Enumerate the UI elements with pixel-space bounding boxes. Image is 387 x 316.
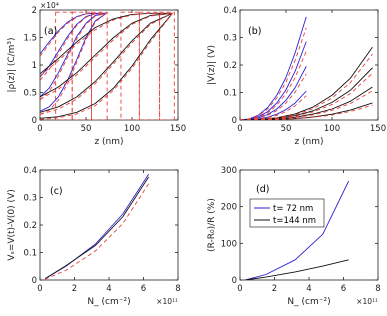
x-tick-label: 4: [106, 284, 112, 294]
y-tick-label: 0.1: [23, 248, 37, 259]
highlight-box: [121, 12, 139, 120]
y-tick-label: 200: [220, 202, 237, 213]
y-tick-label: 0: [231, 116, 237, 126]
x-tick-label: 100: [323, 124, 341, 134]
y-tick-label: 100: [220, 239, 237, 250]
x-axis-title: N_ (cm⁻²): [287, 297, 331, 307]
series-line: [245, 260, 349, 280]
y-tick-label: 0.1: [223, 88, 237, 99]
series-line: [240, 87, 372, 120]
x-tick-label: 0: [237, 124, 243, 134]
series-line: [245, 181, 349, 280]
legend: [250, 199, 324, 227]
panel-label: (a): [44, 26, 58, 37]
x-tick-label: 50: [80, 124, 92, 134]
legend-label: t=144 nm: [273, 216, 317, 226]
y-tick-label: 0.3: [23, 193, 37, 204]
x-exponent-label: ×10¹¹: [156, 297, 178, 306]
series-line: [40, 13, 172, 97]
y-tick-label: 0.4: [23, 166, 37, 176]
series-line: [40, 13, 172, 112]
x-tick-label: 8: [375, 284, 381, 294]
x-tick-label: 6: [340, 284, 347, 294]
y-tick-label: 2: [31, 6, 37, 16]
x-tick-label: 0: [237, 284, 243, 294]
x-tick-label: 150: [369, 124, 387, 134]
x-axis-title: z (nm): [294, 137, 324, 147]
y-tick-label: 0.4: [223, 6, 237, 16]
y-tick-label: 0.2: [223, 61, 237, 71]
y-tick-label: 300: [220, 166, 237, 176]
series-line: [40, 13, 172, 114]
y-tick-label: 0: [31, 276, 37, 286]
panel-label: (b): [248, 26, 262, 37]
y-tick-label: 0: [231, 276, 237, 286]
panel-a: [7, 1, 186, 147]
y-tick-label: 0.5: [23, 88, 37, 99]
x-tick-label: 150: [169, 124, 187, 134]
y-exponent-label: ×10⁴: [40, 1, 59, 10]
panel-c: [7, 166, 181, 307]
x-tick-label: 0: [37, 284, 43, 294]
data-area-a: [40, 12, 174, 120]
y-tick-label: 0.2: [23, 221, 37, 231]
y-axis-title: |ρ(z)| (C/m³): [7, 37, 17, 93]
panel-label: (d): [256, 184, 270, 195]
x-tick-label: 50: [280, 124, 292, 134]
y-tick-label: 0.3: [223, 33, 237, 44]
panel-b: [207, 6, 386, 147]
x-tick-label: 0: [37, 124, 43, 134]
y-tick-label: 1: [31, 61, 37, 71]
panel-d: [207, 166, 381, 307]
legend-label: t= 72 nm: [273, 204, 314, 214]
panel-label: (c): [50, 186, 63, 197]
y-tick-label: 0: [31, 116, 37, 126]
x-tick-label: 2: [271, 284, 278, 294]
y-axis-title: (R-R₀)/R (%): [207, 198, 217, 252]
plot-frame-a: [40, 10, 178, 120]
x-tick-label: 6: [140, 284, 147, 294]
x-axis-title: N_ (cm⁻²): [87, 297, 131, 307]
x-tick-label: 2: [71, 284, 78, 294]
highlight-box: [139, 12, 159, 120]
x-tick-label: 8: [175, 284, 181, 294]
highlight-box: [160, 12, 175, 120]
x-exponent-label: ×10¹¹: [356, 297, 378, 306]
x-axis-title: z (nm): [94, 137, 124, 147]
y-tick-label: 1.5: [23, 33, 37, 44]
x-tick-label: 4: [306, 284, 312, 294]
y-axis-title: Vₛ=V(t)-V(0) (V): [7, 189, 17, 261]
x-tick-label: 100: [123, 124, 141, 134]
y-axis-title: |V(z)| (V): [207, 44, 217, 86]
data-area-d: [245, 181, 349, 280]
